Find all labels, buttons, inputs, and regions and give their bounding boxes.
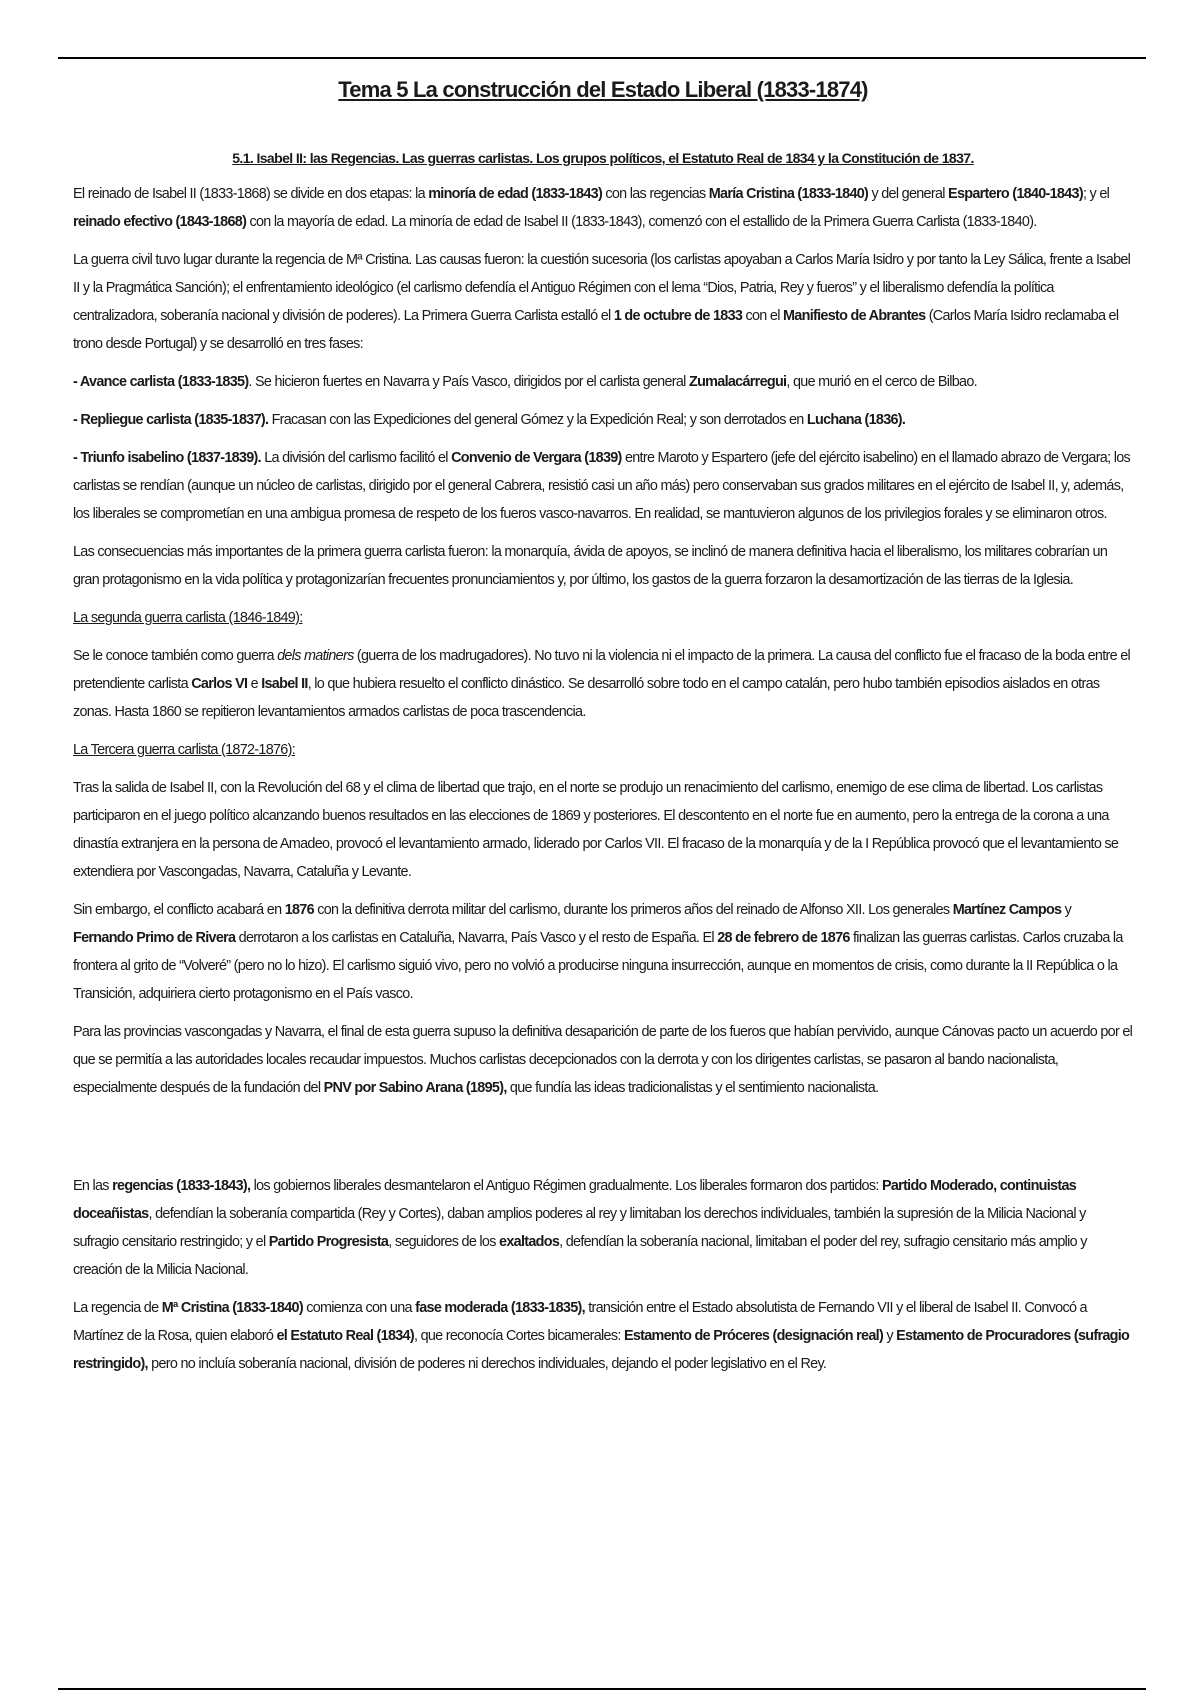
bold-run: Estamento de Próceres (designación real): [623, 1328, 884, 1344]
bold-run: Carlos VI: [191, 676, 248, 692]
text-run: con la definitiva derrota militar del carlismo, durante los primeros años del reinado de Alfonso XII. Los generales: [313, 902, 953, 918]
bold-run: Zumalacárregui: [688, 374, 787, 390]
text-run: entre Maroto y Espartero (jefe del ejército isabelino) en el llamado abrazo de Vergara; los carlistas se rendían (aunque un núcleo de carlistas, dirigido por el general Cabrera, resistió casi un año más) pero conservaban sus grados militares en el ejército de Isabel II, y, además, los liberales se comprometían en una ambigua promesa de respeto de los fueros vasco-navarros. En realidad, se mantuvieron algunos de los privilegios forales y se eliminaron otros.: [73, 450, 1130, 522]
paragraph-fase-repliegue: [73, 406, 1133, 434]
bold-run: - Triunfo isabelino (1837-1839).: [73, 450, 261, 466]
text-run: En las: [73, 1178, 113, 1194]
italic-run: dels matiners: [277, 648, 354, 664]
text-run: , lo que hubiera resuelto el conflicto dinástico. Se desarrolló sobre todo en el campo catalán, pero hubo también episodios aislados en otras zonas. Hasta 1860 se repitieron levantamientos armados carlistas de poca trascendencia.: [73, 676, 1100, 720]
text-run: (Carlos María Isidro reclamaba el trono desde Portugal) y se desarrolló en tres fases:: [73, 308, 1119, 352]
text-run: , defendían la soberanía nacional, limitaban el poder del rey, sufragio censitario más amplio y creación de la Milicia Nacional.: [73, 1234, 1087, 1278]
text-run: , que murió en el cerco de Bilbao.: [786, 374, 977, 390]
bold-run: Partido Progresista: [268, 1234, 389, 1250]
document-title: Tema 5 La construcción del Estado Liberal (1833-1874): [338, 77, 868, 102]
paragraph-fase-triunfo: [73, 444, 1133, 528]
paragraph-fueros: [73, 1018, 1133, 1102]
text-run: con el: [742, 308, 784, 324]
text-run: Fracasan con las Expediciones del general Gómez y la Expedición Real; y son derrotados en: [268, 412, 807, 428]
paragraph-reinado: [73, 180, 1133, 236]
text-run: e: [247, 676, 262, 692]
bold-run: Estamento de Procuradores (sufragio restringido),: [73, 1328, 1130, 1372]
bold-run: - Avance carlista (1833-1835): [73, 374, 249, 390]
bold-run: exaltados: [499, 1234, 560, 1250]
paragraph-segunda-guerra: [73, 642, 1133, 726]
bold-run: Manifiesto de Abrantes: [783, 308, 926, 324]
text-run: La división del carlismo facilitó el: [260, 450, 452, 466]
text-run: comienza con una: [302, 1300, 416, 1316]
text-run: ; y el: [1082, 186, 1110, 202]
text-run: los gobiernos liberales desmantelaron el Antiguo Régimen gradualmente. Los liberales formaron dos partidos:: [250, 1178, 882, 1194]
paragraph-tercera-guerra: [73, 774, 1133, 886]
subheading-segunda-guerra: La segunda guerra carlista (1846-1849):: [73, 610, 303, 626]
bold-run: Fernando Primo de Rivera: [73, 930, 236, 946]
text-run: finalizan las guerras carlistas. Carlos cruzaba la frontera al grito de “Volveré” (pero no lo hizo). El carlismo siguió vivo, pero no volvió a producirse ninguna insurrección, aunque en momentos de crisis, como durante la II República o la Transición, adquiriera cierto protagonismo en el País vasco.: [73, 930, 1123, 1002]
paragraph-guerra-civil: [73, 246, 1133, 358]
paragraph-spacer: [73, 1112, 1133, 1172]
text-run: derrotaron a los carlistas en Cataluña, Navarra, País Vasco y el resto de España. El: [235, 930, 718, 946]
text-run: pero no incluía soberanía nacional, división de poderes ni derechos individuales, dejando el poder legislativo en el Rey.: [147, 1356, 827, 1372]
bold-run: el Estatuto Real (1834): [276, 1328, 414, 1344]
paragraph-consecuencias: [73, 538, 1133, 594]
text-run: Se le conoce también como guerra: [73, 648, 278, 664]
text-run: El reinado de Isabel II (1833-1868) se divide en dos etapas: la: [73, 186, 429, 202]
text-run: y: [1061, 902, 1072, 918]
text-run: (guerra de los madrugadores). No tuvo ni la violencia ni el impacto de la primera. La causa del conflicto fue el fracaso de la boda entre el pretendiente carlista: [73, 648, 1130, 692]
bold-run: minoría de edad (1833-1843): [428, 186, 603, 202]
text-run: y del general: [868, 186, 949, 202]
bold-run: 1 de octubre de 1833: [613, 308, 743, 324]
paragraph-fin-carlismo: [73, 896, 1133, 1008]
bottom-rule: [58, 1688, 1146, 1690]
bold-run: Partido Moderado, continuistas doceañistas: [73, 1178, 1077, 1222]
text-run: La guerra civil tuvo lugar durante la regencia de Mª Cristina. Las causas fueron: la cuestión sucesoria (los carlistas apoyaban a Carlos María Isidro y por tanto la Ley Sálica, frente a Isabel II y la Pragmática Sanción); el enfrentamiento ideológico (el carlismo defendía el Antiguo Régimen con el lema “Dios, Patria, Rey y fueros” y el liberalismo defendía la política centralizadora, soberanía nacional y división de poderes). La Primera Guerra Carlista estalló el: [73, 252, 1131, 324]
text-run: con la mayoría de edad. La minoría de edad de Isabel II (1833-1843), comenzó con el estallido de la Primera Guerra Carlista (1833-1840).: [246, 214, 1037, 230]
bold-run: regencias (1833-1843),: [112, 1178, 251, 1194]
text-run: . Se hicieron fuertes en Navarra y País Vasco, dirigidos por el carlista general: [248, 374, 689, 390]
bold-run: Espartero (1840-1843): [948, 186, 1083, 202]
subheading-tercera-guerra: La Tercera guerra carlista (1872-1876):: [73, 742, 296, 758]
paragraph-regencia-cristina: [73, 1294, 1133, 1378]
section-heading: 5.1. Isabel II: las Regencias. Las guerras carlistas. Los grupos políticos, el Estatuto Real de 1834 y la Constitución de 1837.: [232, 150, 974, 166]
text-run: La regencia de: [73, 1300, 162, 1316]
bold-run: Convenio de Vergara (1839): [451, 450, 622, 466]
text-run: con las regencias: [602, 186, 709, 202]
text-run: , seguidores de los: [388, 1234, 500, 1250]
bold-run: María Cristina (1833-1840): [708, 186, 869, 202]
text-run: Para las provincias vascongadas y Navarra, el final de esta guerra supuso la definitiva desaparición de parte de los fueros que habían pervivido, aunque Cánovas pacto un acuerdo por el que se permitía a las autoridades locales recaudar impuestos. Muchos carlistas decepcionados con la derrota y con los dirigentes carlistas, se pasaron al bando nacionalista, especialmente después de la fundación del: [73, 1024, 1133, 1096]
bold-run: Mª Cristina (1833-1840): [161, 1300, 303, 1316]
text-run: que fundía las ideas tradicionalistas y el sentimiento nacionalista.: [506, 1080, 879, 1096]
bold-run: 1876: [284, 902, 314, 918]
paragraph-regencias: [73, 1172, 1133, 1284]
text-run: , defendían la soberanía compartida (Rey y Cortes), daban amplios poderes al rey y limitaban los derechos individuales, también la supresión de la Milicia Nacional y sufragio censitario restringido; y el: [73, 1206, 1086, 1250]
top-rule: [58, 57, 1146, 59]
bold-run: - Repliegue carlista (1835-1837).: [73, 412, 269, 428]
bold-run: PNV por Sabino Arana (1895),: [323, 1080, 507, 1096]
paragraph-fase-avance: [73, 368, 1133, 396]
text-run: Las consecuencias más importantes de la primera guerra carlista fueron: la monarquía, ávida de apoyos, se inclinó de manera definitiva hacia el liberalismo, los militares cobrarían un gran protagonismo en la vida política y protagonizarían frecuentes pronunciamientos y, por último, los gastos de la guerra forzaron la desamortización de las tierras de la Iglesia.: [73, 544, 1108, 588]
text-run: y: [883, 1328, 897, 1344]
bold-run: fase moderada (1833-1835),: [415, 1300, 585, 1316]
document-page: [73, 76, 1133, 1388]
text-run: transición entre el Estado absolutista de Fernando VII y el liberal de Isabel II. Convocó a Martínez de la Rosa, quien elaboró: [73, 1300, 1087, 1344]
bold-run: Luchana (1836).: [806, 412, 906, 428]
text-run: Sin embargo, el conflicto acabará en: [73, 902, 285, 918]
bold-run: 28 de febrero de 1876: [717, 930, 850, 946]
text-run: Tras la salida de Isabel II, con la Revolución del 68 y el clima de libertad que trajo, en el norte se produjo un renacimiento del carlismo, enemigo de ese clima de libertad. Los carlistas participaron en el juego político alcanzando buenos resultados en las elecciones de 1869 y posteriores. El descontento en el norte fue en aumento, pero la entrega de la corona a una dinastía extranjera en la persona de Amadeo, provocó el levantamiento armado, liderado por Carlos VII. El fracaso de la monarquía y de la I República provocó que el levantamiento se extendiera por Vascongadas, Navarra, Cataluña y Levante.: [73, 780, 1119, 880]
bold-run: reinado efectivo (1843-1868): [73, 214, 247, 230]
text-run: , que reconocía Cortes bicamerales:: [413, 1328, 624, 1344]
bold-run: Isabel II: [261, 676, 308, 692]
bold-run: Martínez Campos: [952, 902, 1062, 918]
